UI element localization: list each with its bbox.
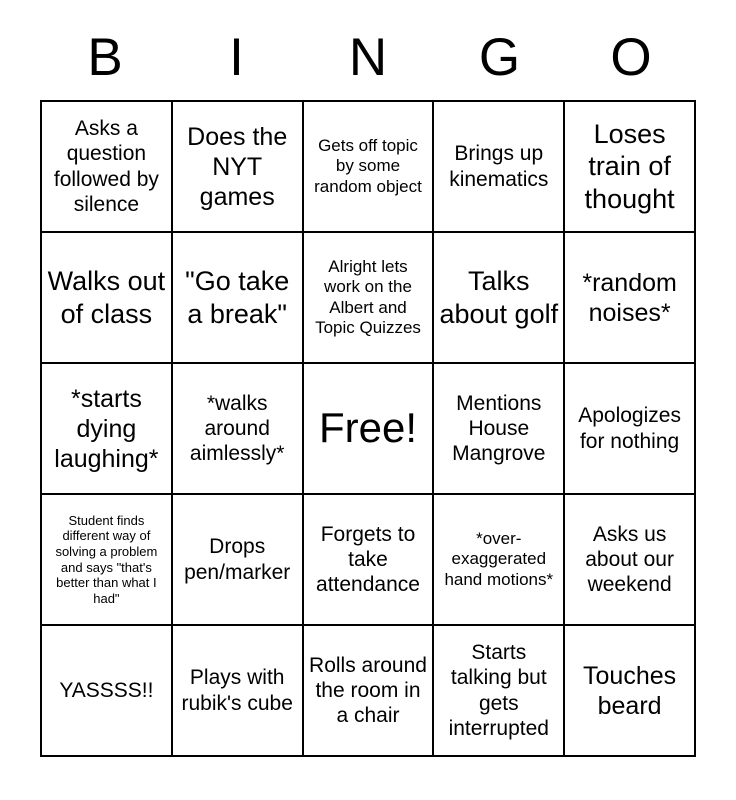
bingo-header bbox=[40, 28, 696, 88]
bingo-cell[interactable] bbox=[304, 495, 435, 626]
bingo-cell-label: Mentions House Mangrove bbox=[452, 391, 546, 466]
bingo-cell-label: "Go take a break" bbox=[185, 266, 290, 329]
bingo-cell-label: Starts talking but gets interrupted bbox=[448, 641, 549, 740]
bingo-cell[interactable] bbox=[173, 495, 304, 626]
bingo-letter-n: N bbox=[348, 28, 388, 87]
bingo-cell[interactable] bbox=[565, 233, 696, 364]
bingo-cell-label: Apologizes for nothing bbox=[578, 404, 681, 453]
bingo-letter-i: I bbox=[229, 28, 244, 87]
bingo-cell-label: Free! bbox=[318, 404, 417, 452]
bingo-cell[interactable] bbox=[304, 102, 435, 233]
bingo-cell[interactable] bbox=[42, 102, 173, 233]
bingo-cell[interactable] bbox=[42, 495, 173, 626]
bingo-cell[interactable] bbox=[434, 102, 565, 233]
bingo-cell[interactable] bbox=[434, 364, 565, 495]
bingo-cell-label: *random noises* bbox=[582, 268, 677, 327]
bingo-cell-label: Touches beard bbox=[583, 661, 677, 720]
bingo-cell-label: Loses train of thought bbox=[584, 118, 675, 214]
bingo-cell[interactable] bbox=[304, 233, 435, 364]
bingo-grid bbox=[40, 100, 696, 757]
bingo-cell-label: Plays with rubik's cube bbox=[181, 666, 293, 715]
bingo-cell-label: Alright lets work on the Albert and Topic Quizzes bbox=[315, 256, 421, 337]
bingo-cell[interactable] bbox=[565, 626, 696, 757]
bingo-cell[interactable] bbox=[173, 626, 304, 757]
bingo-cell-label: Brings up kinematics bbox=[449, 142, 549, 191]
bingo-cell[interactable] bbox=[42, 233, 173, 364]
bingo-cell[interactable] bbox=[434, 495, 565, 626]
bingo-cell[interactable] bbox=[304, 626, 435, 757]
bingo-cell[interactable] bbox=[565, 364, 696, 495]
bingo-cell[interactable] bbox=[434, 626, 565, 757]
bingo-cell-label: Student finds different way of solving a problem and says "that's better than what I had" bbox=[55, 512, 158, 606]
bingo-cell[interactable] bbox=[434, 233, 565, 364]
bingo-cell[interactable] bbox=[565, 495, 696, 626]
bingo-letter-o: O bbox=[610, 28, 652, 87]
bingo-cell-label: Does the NYT games bbox=[187, 122, 288, 211]
bingo-cell-label: Drops pen/marker bbox=[184, 535, 291, 584]
bingo-cell-label: Asks us about our weekend bbox=[585, 522, 674, 597]
bingo-cell[interactable] bbox=[173, 364, 304, 495]
bingo-cell-label: Gets off topic by some random object bbox=[314, 135, 422, 196]
bingo-cell-label: Rolls around the room in a chair bbox=[309, 653, 427, 728]
bingo-cell[interactable] bbox=[173, 233, 304, 364]
bingo-cell-label: *walks around aimlessly* bbox=[189, 391, 285, 466]
bingo-letter-b: B bbox=[87, 28, 123, 87]
bingo-cell[interactable] bbox=[173, 102, 304, 233]
bingo-cell[interactable] bbox=[304, 364, 435, 495]
bingo-cell-label: *starts dying laughing* bbox=[54, 384, 159, 473]
bingo-cell-label: YASSSS!! bbox=[59, 678, 154, 702]
bingo-cell-label: Asks a question followed by silence bbox=[53, 117, 159, 216]
bingo-letter-g: G bbox=[478, 28, 521, 87]
bingo-cell-label: *over-exaggerated hand motions* bbox=[444, 528, 554, 589]
bingo-cell[interactable] bbox=[42, 626, 173, 757]
bingo-cell-label: Talks about golf bbox=[439, 266, 559, 329]
bingo-cell-label: Forgets to take attendance bbox=[316, 522, 420, 597]
bingo-cell[interactable] bbox=[42, 364, 173, 495]
bingo-cell[interactable] bbox=[565, 102, 696, 233]
bingo-cell-label: Walks out of class bbox=[47, 266, 166, 329]
